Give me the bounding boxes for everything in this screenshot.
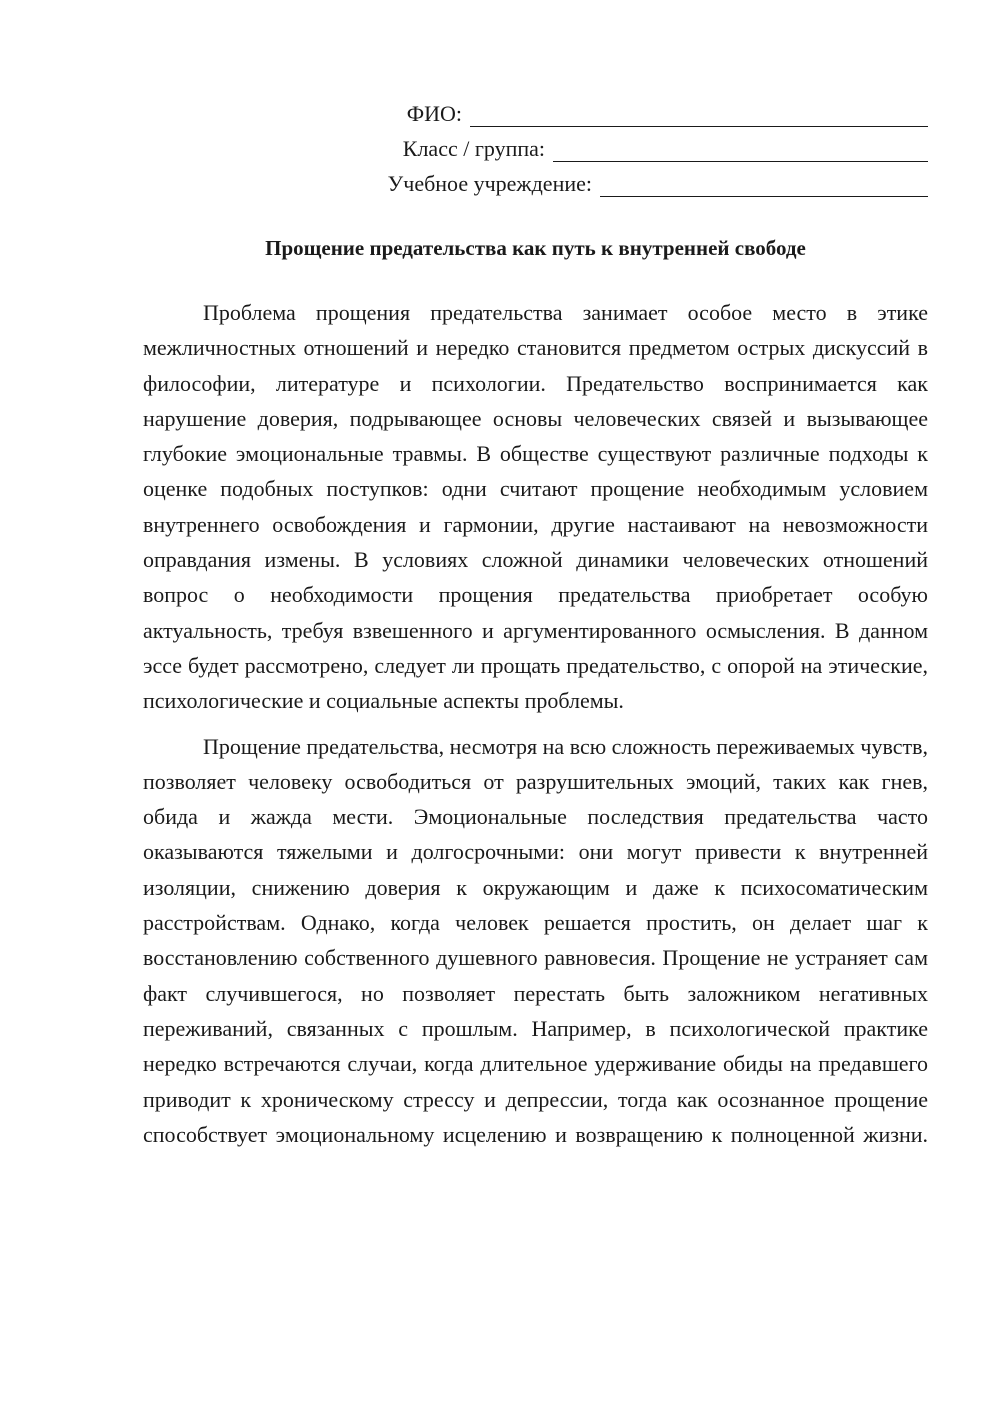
- essay-paragraph-1: Проблема прощения предательства занимает особое место в этике межличностных отношений и нередко становится предметом острых дискуссий в философии, литературе и психологии. Предательство воспринимается как нарушение доверия, подрывающее основы человеческих связей и вызывающее глубокие эмоциональные травмы. В обществе существуют различные подходы к оценке подобных поступков: одни считают прощение необходимым условием внутреннего освобождения и гармонии, другие настаивают на невозможности оправдания измены. В условиях сложной динамики человеческих отношений вопрос о необходимости прощения предательства приобретает особую актуальность, требуя взвешенного и аргументированного осмысления. В данном эссе будет рассмотрено, следует ли прощать предательство, с опорой на этические, психологические и социальные аспекты проблемы.: [143, 300, 928, 714]
- essay-paragraph-2: Прощение предательства, несмотря на всю сложность переживаемых чувств, позволяет человеку освободиться от разрушительных эмоций, таких как гнев, обида и жажда мести. Эмоциональные последствия предательства часто оказываются тяжелыми и долгосрочными: они могут привести к внутренней изоляции, снижению доверия к окружающим и даже к психосоматическим расстройствам. Однако, когда человек решается простить, он делает шаг к восстановлению собственного душевного равновесия. Прощение не устраняет сам факт случившегося, но позволяет перестать быть заложником негативных переживаний, связанных с прошлым. Например, в психологической практике нередко встречаются случаи, когда длительное удерживание обиды на предавшего приводит к хроническому стрессу и депрессии, тогда как осознанное прощение способствует эмоциональному исцелению и возвращению к полноценной жизни.: [143, 733, 928, 1147]
- institution-blank-line[interactable]: [600, 174, 928, 197]
- class-group-label: Класс / группа:: [402, 136, 545, 161]
- essay-title: Прощение предательства как путь к внутренней свободе: [265, 236, 806, 260]
- class-group-blank-line[interactable]: [553, 139, 928, 162]
- student-info-fields: [300, 92, 928, 197]
- institution-field: [300, 162, 928, 197]
- full-name-blank-line[interactable]: [470, 104, 928, 127]
- essay-body: [143, 295, 928, 1152]
- institution-label: Учебное учреждение:: [387, 171, 592, 196]
- class-group-field: [300, 127, 928, 162]
- full-name-label: ФИО:: [406, 101, 462, 126]
- full-name-field: [300, 92, 928, 127]
